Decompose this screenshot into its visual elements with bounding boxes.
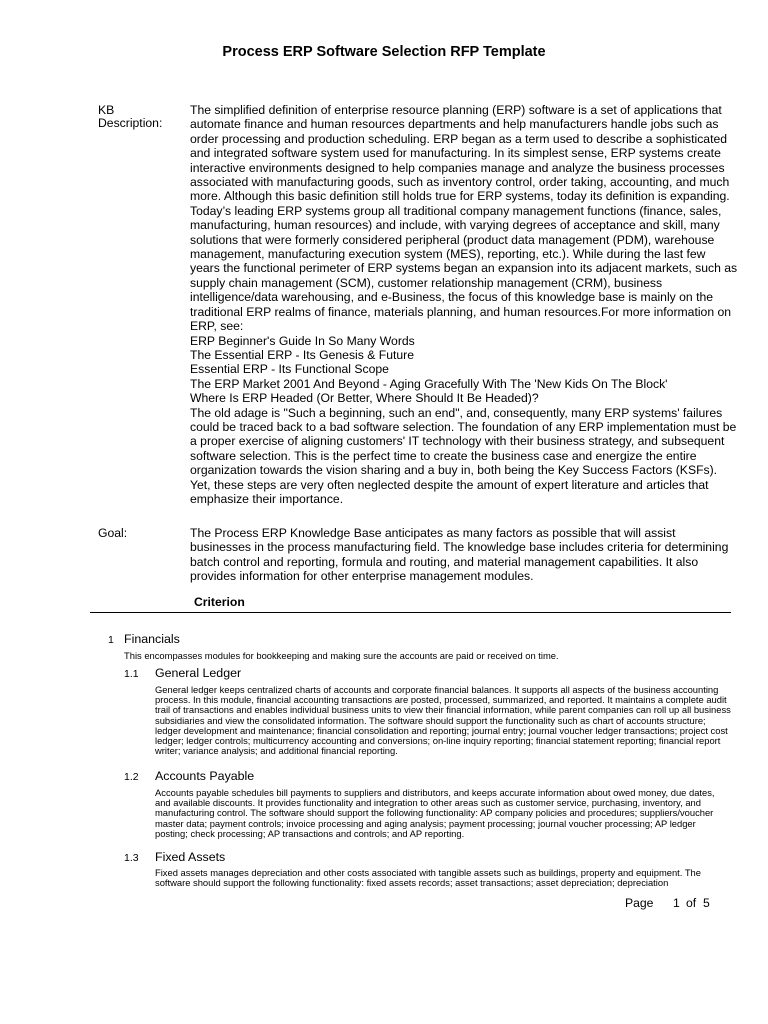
footer-total-pages: 5	[703, 896, 710, 910]
section-title: Financials	[124, 632, 180, 646]
subsection-title: Fixed Assets	[155, 850, 226, 864]
subsection-number: 1.2	[124, 771, 139, 783]
document-title: Process ERP Software Selection RFP Template	[222, 44, 546, 60]
subsection-number: 1.1	[124, 668, 139, 680]
subsection-text: General ledger keeps centralized charts of accounts and corporate financial balances. It supports all aspects of the business accounting process. In this module, financial accounting transactions are posted, processed, summarized, and reported. It maintains a complete audit trail of transactions and enables individual business units to view their financial information, while parent companies can roll up all business subsidiaries and view the consolidated information. The software should support the functionality such as chart of accounts structure; ledger development and maintenance; financial consolidation and reporting; journal entry; journal voucher ledger transactions; project cost ledger; ledger controls; multicurrency accounting and conversions; on-line inquiry reporting; financial statement reporting; financial report writer; variance analysis; and additional financial reporting.	[155, 684, 731, 757]
footer-page-label: Page	[625, 896, 654, 910]
subsection-text: Fixed assets manages depreciation and other costs associated with tangible assets such as buildings, property and equipment. The software should support the following functionality: fixed assets records; asset transactions; asset depreciation; depreciation	[155, 867, 701, 889]
goal-label: Goal:	[98, 526, 128, 540]
criterion-header: Criterion	[194, 595, 245, 609]
kb-label-line1: KB	[98, 103, 115, 117]
subsection-title: General Ledger	[155, 666, 242, 680]
kb-reference-link: ERP Beginner's Guide In So Many Words	[190, 333, 415, 348]
kb-reference-link: The Essential ERP - Its Genesis & Future	[190, 347, 414, 362]
kb-reference-link: The ERP Market 2001 And Beyond - Aging Gracefully With The 'New Kids On The Block'	[190, 376, 668, 391]
kb-paragraph: The old adage is "Such a beginning, such an end", and, consequently, many ERP systems' failures could be traced back to a bad software selection. The foundation of any ERP implementation must be a proper exercise of aligning customers' IT technology with their business strategy, and subsequent software selection. This is the perfect time to create the business case and energize the entire organization towards the vision sharing and a buy in, both being the Key Success Factors (KSFs). Yet, these steps are very often neglected despite the amount of expert literature and articles that emphasize their importance.	[190, 405, 737, 506]
kb-description-text	[190, 103, 738, 506]
header-divider	[90, 612, 731, 613]
goal-text: The Process ERP Knowledge Base anticipates as many factors as possible that will assist businesses in the process manufacturing field. The knowledge base includes criteria for determining batch control and reporting, formula and routing, and material management capabilities. It also provides information for other enterprise management modules.	[190, 526, 729, 584]
kb-label-line2: Description:	[98, 116, 163, 130]
kb-paragraph: The simplified definition of enterprise resource planning (ERP) software is a set of applications that automate finance and human resources departments and help manufacturers handle jobs such as order processing and production scheduling. ERP began as a term used to describe a sophisticated and integrated software system used for manufacturing. In its simplest sense, ERP systems create interactive environments designed to help companies manage and analyze the business processes associated with manufacturing goods, such as inventory control, order taking, accounting, and much more. Although this basic definition still holds true for ERP systems, today its definition is expanding.	[190, 103, 730, 204]
footer-of-label: of	[686, 896, 697, 910]
subsection-number: 1.3	[124, 852, 139, 864]
footer-page-number: 1	[673, 896, 680, 910]
kb-paragraph: Today’s leading ERP systems group all traditional company management functions (finance, sales, manufacturing, human resources) and include, with varying degrees of acceptance and skill, many solutions that were formerly considered peripheral (product data management (PDM), warehouse management, manufacturing execution system (MES), reporting, etc.). While during the last few years the functional perimeter of ERP systems began an expansion into its adjacent markets, such as supply chain management (SCM), customer relationship management (CRM), business intelligence/data warehousing, and e-Business, the focus of this knowledge base is mainly on the traditional ERP realms of finance, materials planning, and human resources.For more information on ERP, see:	[190, 203, 738, 334]
kb-reference-link: Essential ERP - Its Functional Scope	[190, 362, 389, 377]
kb-reference-link: Where Is ERP Headed (Or Better, Where Should It Be Headed)?	[190, 391, 539, 406]
section-number: 1	[108, 634, 114, 646]
section-description: This encompasses modules for bookkeeping and making sure the accounts are paid or received on time.	[124, 650, 559, 661]
kb-description-label	[98, 104, 162, 130]
subsection-title: Accounts Payable	[155, 769, 255, 783]
subsection-text: Accounts payable schedules bill payments to suppliers and distributors, and keeps accurate information about owed money, due dates, and available discounts. It provides functionality and integration to other areas such as customer service, purchasing, inventory, and manufacturing control. The software should support the following functionality: AP company policies and procedures; suppliers/voucher master data; payment controls; invoice processing and aging analysis; payment processing; journal voucher processing; AP ledger posting; check processing; AP transactions and controls; and AP reporting.	[155, 787, 715, 839]
